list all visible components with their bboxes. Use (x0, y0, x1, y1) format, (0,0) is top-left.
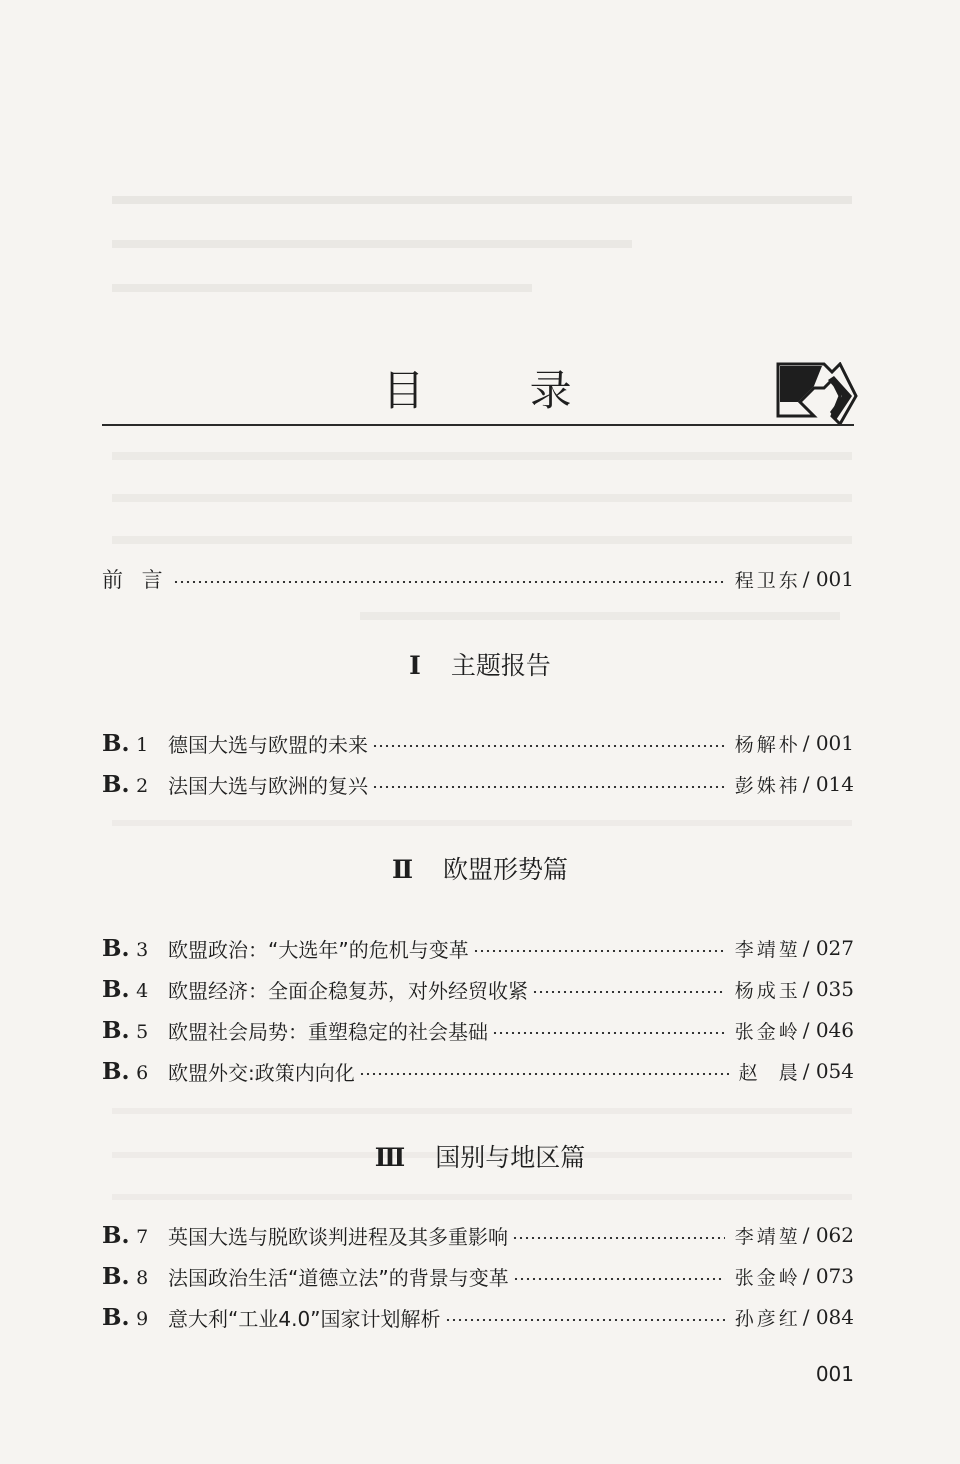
dot-leader (372, 786, 725, 788)
entry-number: B. 7 (102, 1221, 149, 1249)
dot-leader (492, 1032, 725, 1034)
title-divider (102, 424, 854, 426)
section-heading (0, 1138, 960, 1174)
dot-leader (513, 1278, 725, 1280)
entry-author: 张金岭 (734, 1020, 801, 1043)
entry-page: / 046 (802, 1018, 854, 1042)
book-logo-icon (774, 362, 858, 424)
toc-entry[interactable] (102, 1015, 854, 1045)
entry-page: / 073 (802, 1264, 854, 1288)
toc-entry[interactable] (102, 1302, 854, 1332)
entry-author: 程卫东 (734, 569, 801, 592)
dot-leader (173, 581, 725, 583)
entry-number: B. 2 (102, 770, 149, 798)
entry-page: / 035 (802, 977, 854, 1001)
entry-title: 法国政治生活“道德立法”的背景与变革 (168, 1265, 509, 1290)
dot-leader (445, 1319, 725, 1321)
dot-leader (532, 991, 725, 993)
toc-entry[interactable] (102, 974, 854, 1004)
entry-author: 杨成玉 (734, 979, 801, 1002)
dot-leader (473, 950, 725, 952)
entry-number: B. 8 (102, 1262, 149, 1290)
toc-entry-preface[interactable] (102, 564, 854, 594)
entry-author: 赵 晨 (738, 1061, 801, 1084)
entry-page: / 062 (802, 1223, 854, 1247)
entry-number: B. 4 (102, 975, 149, 1003)
bleed-through-text (112, 452, 852, 462)
entry-number: B. 9 (102, 1303, 149, 1331)
entry-author: 孙彦红 (734, 1307, 801, 1330)
toc-entry[interactable] (102, 933, 854, 963)
section-title: 欧盟形势篇 (443, 855, 569, 884)
bleed-through-text (112, 536, 852, 546)
entry-title: 德国大选与欧盟的未来 (168, 732, 368, 757)
entry-author: 李靖堃 (734, 1225, 801, 1248)
section-heading (0, 646, 960, 682)
toc-entry[interactable] (102, 1220, 854, 1250)
bleed-through-text (112, 494, 852, 504)
entry-title: 意大利“工业4.0”国家计划解析 (168, 1306, 441, 1331)
entry-page: / 014 (802, 772, 854, 796)
entry-title: 前 言 (102, 568, 169, 592)
page-number: 001 (815, 1362, 854, 1386)
entry-author: 杨解朴 (734, 733, 801, 756)
entry-title: 欧盟外交:政策内向化 (168, 1060, 355, 1085)
toc-entry[interactable] (102, 728, 854, 758)
entry-number: B. 3 (102, 934, 149, 962)
bleed-through-text (112, 1194, 852, 1202)
bleed-through-text (112, 240, 632, 250)
bleed-through-text (112, 1108, 852, 1116)
section-numeral: Ⅰ (409, 651, 421, 680)
entry-title: 欧盟社会局势：重塑稳定的社会基础 (168, 1019, 488, 1044)
entry-page: / 054 (802, 1059, 854, 1083)
dot-leader (512, 1237, 725, 1239)
entry-title: 法国大选与欧洲的复兴 (168, 773, 368, 798)
entry-page: / 027 (802, 936, 854, 960)
entry-number: B. 5 (102, 1016, 149, 1044)
section-numeral: Ⅱ (391, 855, 414, 884)
entry-page: / 084 (802, 1305, 854, 1329)
toc-entry[interactable] (102, 1056, 854, 1086)
bleed-through-text (360, 612, 840, 622)
section-numeral: Ⅲ (374, 1143, 406, 1172)
entry-number: B. 6 (102, 1057, 149, 1085)
entry-author: 张金岭 (734, 1266, 801, 1289)
entry-author: 李靖堃 (734, 938, 801, 961)
entry-title: 欧盟政治：“大选年”的危机与变革 (168, 937, 469, 962)
entry-title: 英国大选与脱欧谈判进程及其多重影响 (168, 1224, 508, 1249)
bleed-through-text (112, 820, 852, 828)
entry-author: 彭姝祎 (734, 774, 801, 797)
entry-number: B. 1 (102, 729, 149, 757)
dot-leader (359, 1073, 729, 1075)
toc-entry[interactable] (102, 769, 854, 799)
toc-entry[interactable] (102, 1261, 854, 1291)
bleed-through-text (112, 196, 852, 206)
section-title: 主题报告 (450, 651, 551, 680)
section-heading (0, 850, 960, 886)
dot-leader (372, 745, 725, 747)
entry-page: / 001 (802, 567, 854, 591)
section-title: 国别与地区篇 (435, 1143, 586, 1172)
entry-title: 欧盟经济：全面企稳复苏，对外经贸收紧 (168, 978, 528, 1003)
page-title: 目 录 (382, 366, 618, 415)
entry-page: / 001 (802, 731, 854, 755)
bleed-through-text (112, 284, 532, 294)
